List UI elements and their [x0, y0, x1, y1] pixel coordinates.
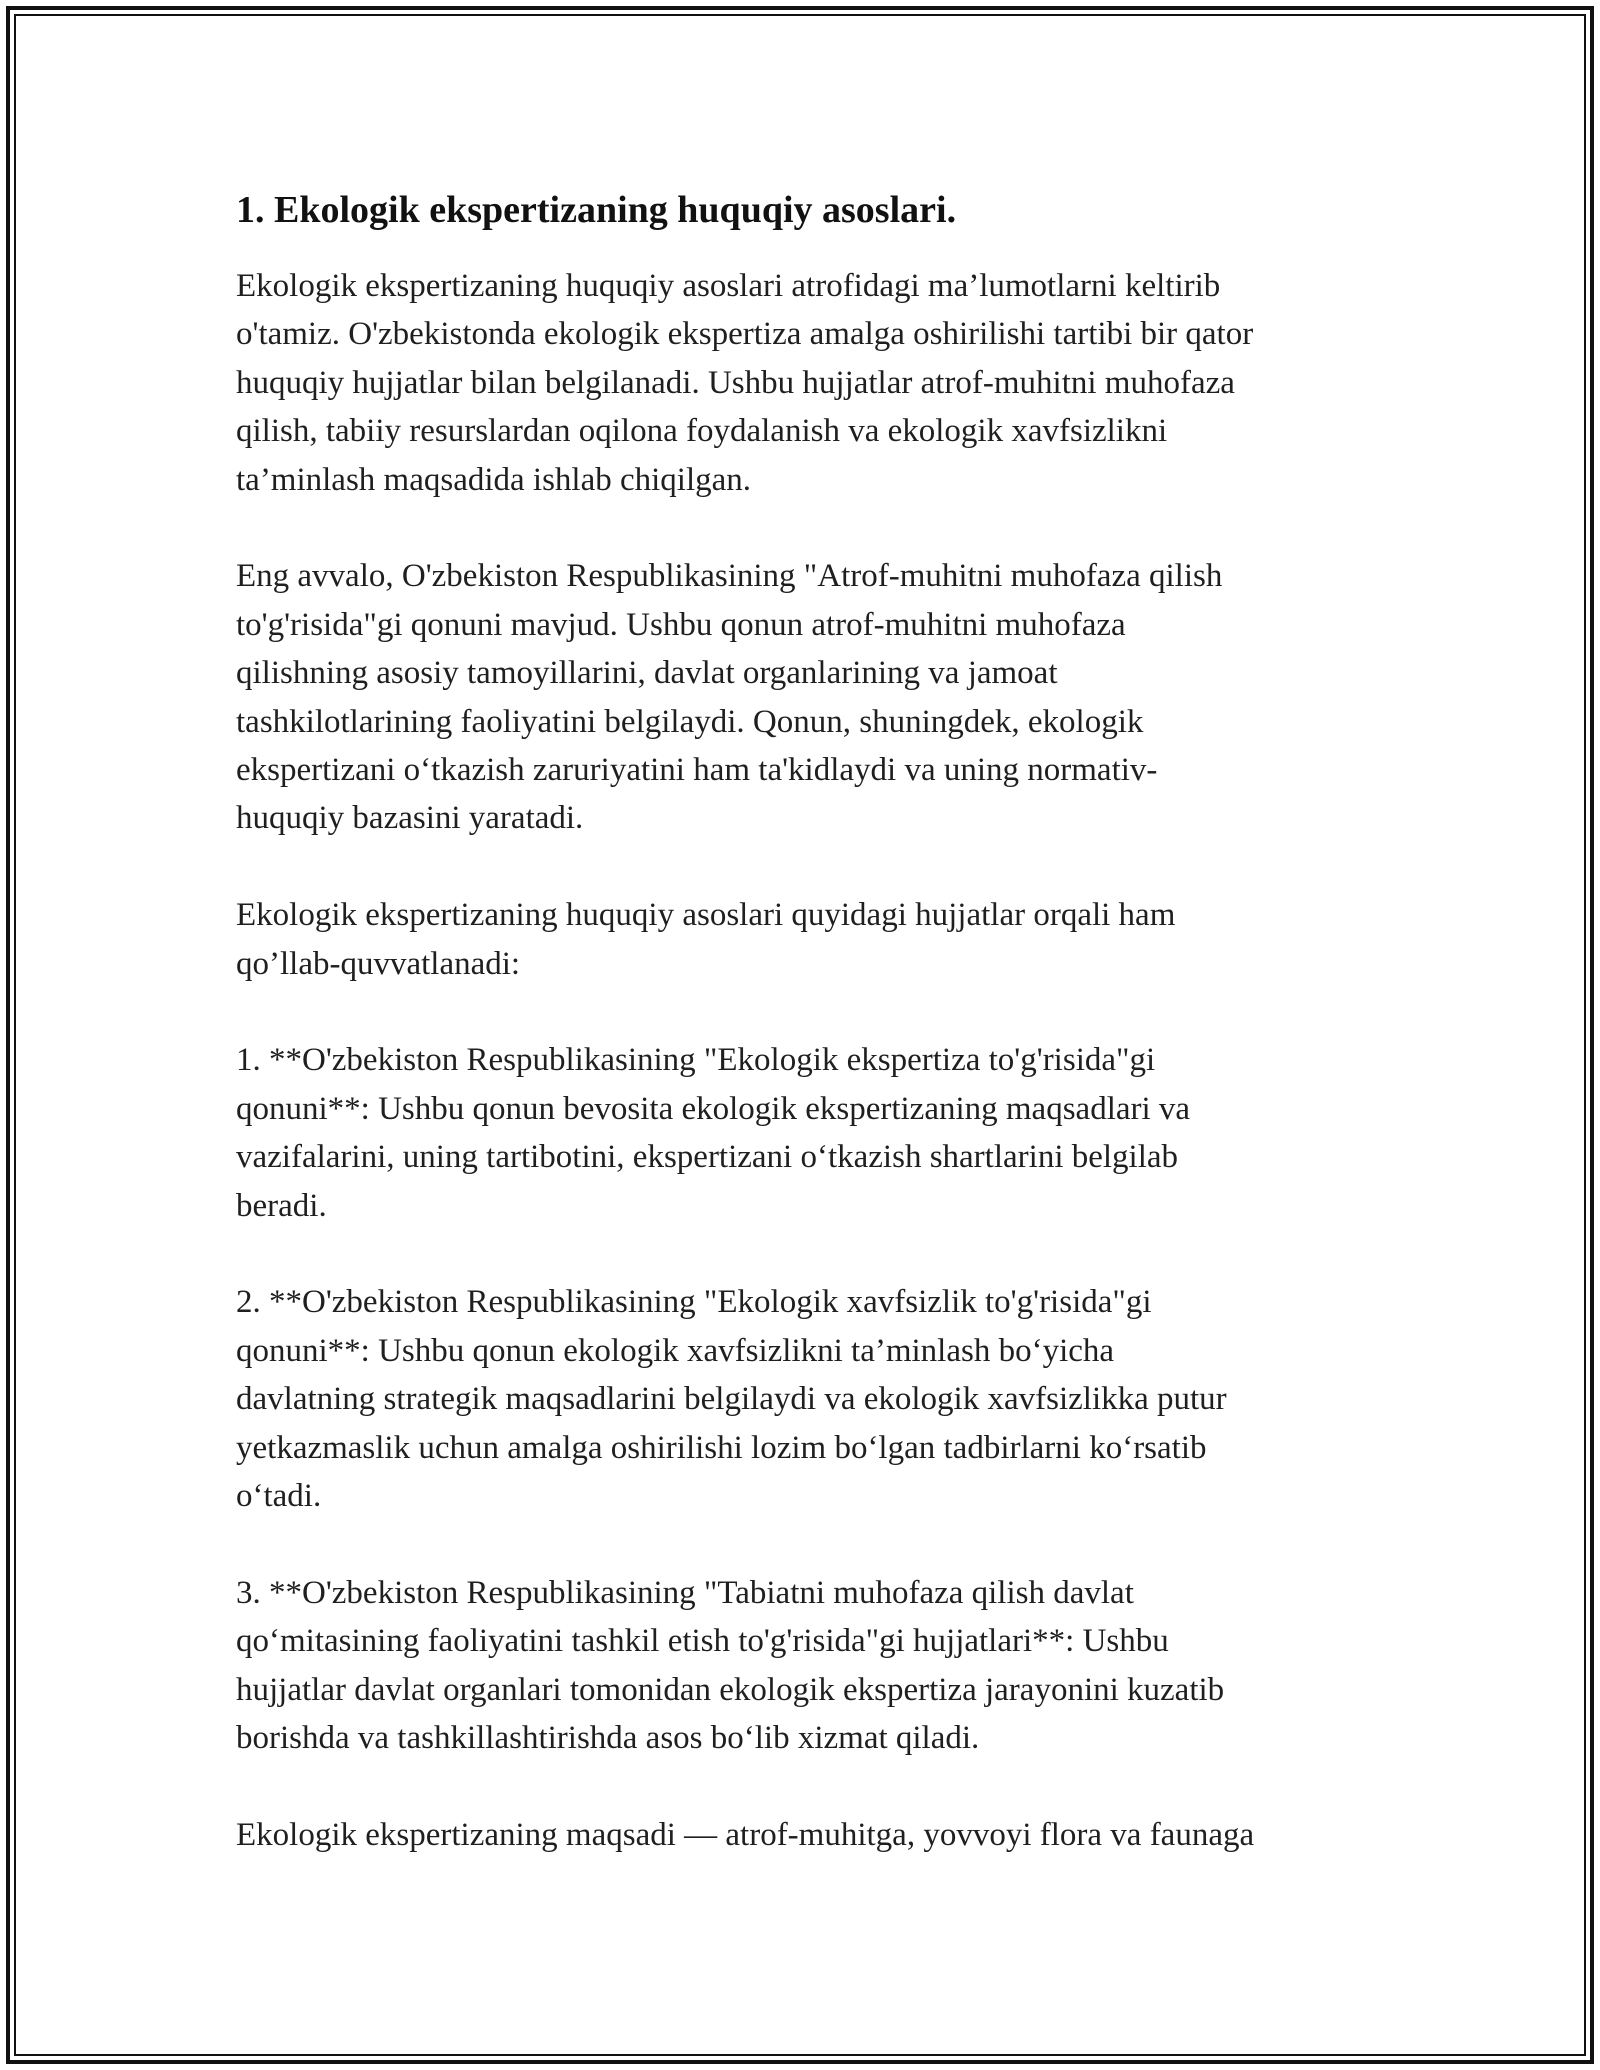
- list-item-nature-protection-committee: 3. **O'zbekiston Respublikasining "Tabiatni muhofaza qilish davlat qo‘mitasining faoliyatini tashkil etish to'g'risida"gi hujjatlari**: Ushbu hujjatlar davlat organlari tomonidan ekologik ekspertiza jarayonini kuzatib borishda va tashkillashtirishda asos bo‘lib xizmat qiladi.: [236, 1574, 1225, 1757]
- section-heading: 1. Ekologik ekspertizaning huquqiy asoslari.: [236, 189, 957, 231]
- paragraph-supporting-documents: Ekologik ekspertizaning huquqiy asoslari quyidagi hujjatlar orqali ham qo’llab-quvvatlanadi:: [236, 897, 1176, 982]
- list-item-ecological-expertise-law: 1. **O'zbekiston Respublikasining "Ekologik ekspertiza to'g'risida"gi qonuni**: Ushbu qonun bevosita ekologik ekspertizaning maqsadlari va vazifalarini, uning tartibotini, ekspertizani o‘tkazish shartlarini belgilab beradi.: [236, 1042, 1191, 1224]
- paragraph-intro: Ekologik ekspertizaning huquqiy asoslari atrofidagi ma’lumotlarni keltirib o'tamiz. O'zbekistonda ekologik ekspertiza amalga oshirilishi tartibi bir qator huquqiy hujjatlar bilan belgilanadi. Ushbu hujjatlar atrof-muhitni muhofaza qilish, tabiiy resurslardan oqilona foydalanish va ekologik xavfsizlikni ta’minlash maqsadida ishlab chiqilgan.: [236, 268, 1254, 498]
- paragraph-purpose: Ekologik ekspertizaning maqsadi — atrof-muhitga, yovvoyi flora va faunaga: [236, 1816, 1255, 1853]
- paragraph-environmental-law: Eng avvalo, O'zbekiston Respublikasining "Atrof-muhitni muhofaza qilish to'g'risida"gi qonuni mavjud. Ushbu qonun atrof-muhitni muhofaza qilishning asosiy tamoyillarini, davlat organlarining va jamoat tashkilotlarining faoliyatini belgilaydi. Qonun, shuningdek, ekologik ekspertizani o‘tkazish zaruriyatini ham ta'kidlaydi va uning normativ- huquqiy bazasini yaratadi.: [236, 558, 1223, 837]
- list-item-ecological-safety-law: 2. **O'zbekiston Respublikasining "Ekologik xavfsizlik to'g'risida"gi qonuni**: Ushbu qonun ekologik xavfsizlikni ta’minlash bo‘yicha davlatning strategik maqsadlarini belgilaydi va ekologik xavfsizlikka putur yetkazmaslik uchun amalga oshirilishi lozim bo‘lgan tadbirlarni ko‘rsatib o‘tadi.: [236, 1284, 1227, 1515]
- document-body: [236, 186, 1386, 1908]
